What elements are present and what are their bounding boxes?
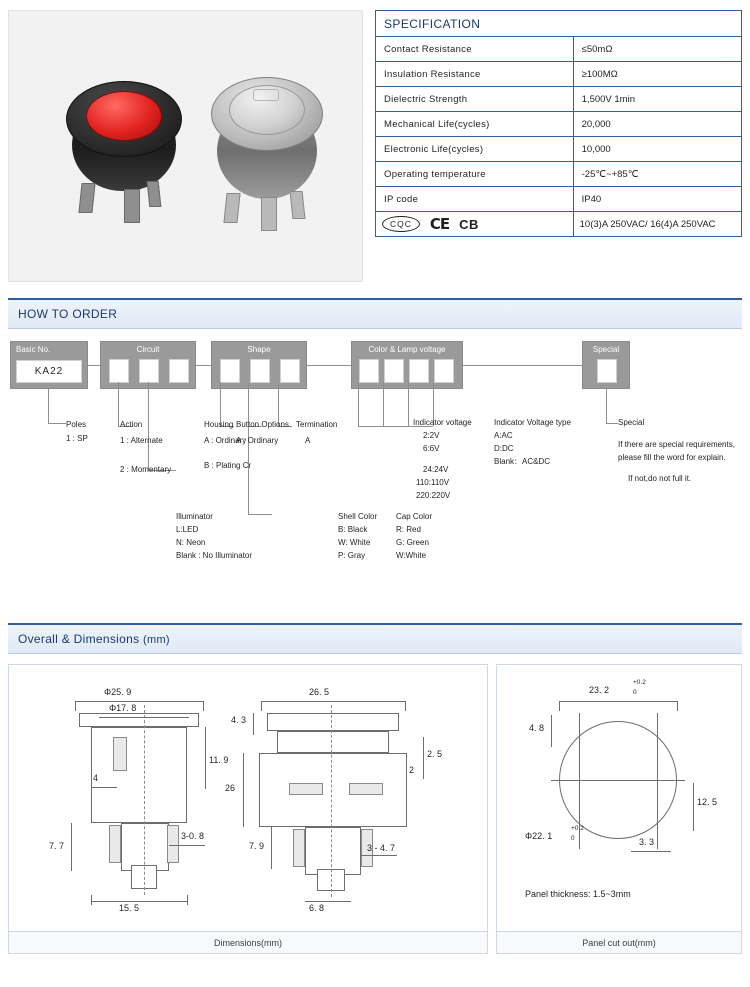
dimensions-drawing-left — [8, 664, 488, 954]
specification-table — [375, 36, 742, 237]
dim-label: 3-0. 8 — [181, 831, 205, 841]
dim-label: 26. 5 — [309, 687, 330, 697]
note-illuminator-led: L:LED — [176, 525, 199, 534]
note-cap-white: W:White — [396, 551, 427, 560]
note-iv-110v: 110:110V — [416, 478, 450, 487]
spec-key: Contact Resistance — [376, 37, 574, 62]
front-side-views — [9, 665, 487, 931]
dim-label: 4 — [93, 773, 99, 783]
order-slot[interactable] — [250, 359, 270, 383]
order-group-title: Circuit — [136, 345, 160, 354]
specification-title: SPECIFICATION — [375, 10, 742, 36]
ce-mark: CE — [429, 215, 450, 233]
dim-label: 2. 5 — [427, 749, 443, 759]
note-special-title: Special — [618, 418, 645, 427]
order-group-title: Basic No. — [16, 345, 51, 354]
dim-label: 26 — [225, 783, 236, 793]
note-action-alternate: 1 : Alternate — [120, 436, 163, 445]
dim-label: 11. 9 — [209, 755, 229, 765]
dimensions-heading — [8, 623, 742, 654]
order-group-special — [582, 341, 630, 389]
note-special-line2: please fill the word for explain. — [618, 453, 726, 462]
note-special-line3: If not,do not full it. — [628, 474, 692, 483]
dim-label: Φ17. 8 — [109, 703, 137, 713]
table-row — [376, 187, 742, 212]
note-ivtype-title: Indicator Voltage type — [494, 418, 571, 427]
spec-key: Dielectric Strength — [376, 87, 574, 112]
dimensions-drawing-right — [496, 664, 742, 954]
order-slot[interactable] — [220, 359, 240, 383]
table-row — [376, 162, 742, 187]
spec-key: Insulation Resistance — [376, 62, 574, 87]
note-indicator-voltage-title: Indicator voltage — [413, 418, 472, 427]
spec-key: Mechanical Life(cycles) — [376, 112, 574, 137]
note-illuminator-blank: Blank : No Illuminator — [176, 551, 253, 560]
spec-value: 20,000 — [573, 112, 741, 137]
right-drawing-caption: Panel cut out(mm) — [497, 931, 741, 953]
note-shell-title: Shell Color — [338, 512, 378, 521]
order-slot[interactable] — [409, 359, 429, 383]
order-slot[interactable] — [280, 359, 300, 383]
order-group-basic — [10, 341, 88, 389]
dim-label: 6. 8 — [309, 903, 325, 913]
spec-value: ≥100MΩ — [573, 62, 741, 87]
order-slot[interactable] — [434, 359, 454, 383]
photo-stage — [9, 11, 362, 281]
dim-label: 4. 8 — [529, 723, 545, 733]
specification-panel — [375, 10, 742, 282]
table-row — [376, 112, 742, 137]
note-poles-item: 1 : SP — [66, 434, 88, 443]
cqc-mark: CQC — [382, 216, 420, 232]
rating-value — [573, 212, 741, 237]
dimensions-section — [8, 664, 742, 954]
note-iv-220v: 220:220V — [416, 491, 451, 500]
note-iv-6v: 6:6V — [423, 444, 440, 453]
note-poles-title: Poles — [66, 420, 87, 429]
note-button-title: Button Options — [236, 420, 289, 429]
order-slot[interactable] — [169, 359, 189, 383]
order-slot[interactable] — [139, 359, 159, 383]
note-ivtype-dc: D:DC — [494, 444, 514, 453]
how-to-order-diagram — [8, 339, 742, 607]
note-action-title: Action — [120, 420, 143, 429]
note-shell-black: B: Black — [338, 525, 368, 534]
spec-value: 1,500V 1min — [573, 87, 741, 112]
left-drawing-caption: Dimensions(mm) — [9, 931, 487, 953]
dim-label: Φ22. 1 — [525, 831, 553, 841]
note-action-momentary: 2 : Momentary — [120, 465, 172, 474]
dim-tolerance: 0 — [633, 689, 637, 696]
dim-tolerance: 0 — [571, 835, 575, 842]
dim-label: 7. 9 — [249, 841, 265, 851]
note-termination-a: A — [305, 436, 311, 445]
red-switch-image — [64, 71, 184, 231]
how-to-order-heading: HOW TO ORDER — [8, 298, 742, 329]
dim-label: 12. 5 — [697, 797, 718, 807]
note-illuminator-neon: N: Neon — [176, 538, 206, 547]
note-illuminator-title: Illuminator — [176, 512, 213, 521]
note-ivtype-blank: Blank：AC&DC — [494, 457, 551, 466]
certification-row — [376, 212, 742, 237]
product-photo — [8, 10, 363, 282]
dim-label: Φ25. 9 — [104, 687, 132, 697]
panel-thickness-note: Panel thickness: 1.5~3mm — [525, 889, 631, 899]
dim-label: 2 — [409, 765, 415, 775]
order-group-color-lamp — [351, 341, 463, 389]
order-slot[interactable] — [359, 359, 379, 383]
table-row — [376, 62, 742, 87]
note-housing-title: Housing — [204, 420, 234, 429]
note-housing-a: A : Ordinary — [204, 436, 247, 445]
dim-label: 3. 3 — [639, 837, 655, 847]
certification-marks — [376, 212, 574, 237]
dimensions-heading-text: Overall & Dimensions — [18, 632, 140, 646]
dim-tolerance: +0.2 — [571, 825, 584, 832]
table-row — [376, 87, 742, 112]
dim-label: 3 - 4. 7 — [367, 843, 396, 853]
dim-label: 4. 3 — [231, 715, 247, 725]
note-termination-title: Termination — [296, 420, 338, 429]
spec-key: Operating temperature — [376, 162, 574, 187]
spec-key: IP code — [376, 187, 574, 212]
note-housing-b: B : Plating Cr — [204, 461, 252, 470]
order-slot[interactable] — [384, 359, 404, 383]
panel-cutout-view — [497, 665, 741, 931]
note-cap-green: G: Green — [396, 538, 429, 547]
order-group-shape — [211, 341, 307, 389]
note-cap-red: R: Red — [396, 525, 421, 534]
dim-label: 23. 2 — [589, 685, 610, 695]
order-slot[interactable] — [597, 359, 617, 383]
spec-value: 10,000 — [573, 137, 741, 162]
spec-key: Electronic Life(cycles) — [376, 137, 574, 162]
order-group-title: Shape — [247, 345, 271, 354]
grey-switch-image — [207, 69, 327, 239]
note-button-a: A : Ordinary — [236, 436, 279, 445]
note-shell-white: W: White — [338, 538, 371, 547]
basic-no-value: KA22 — [16, 360, 82, 383]
note-cap-title: Cap Color — [396, 512, 433, 521]
note-special-line1: If there are special requirements, — [618, 440, 735, 449]
spec-value: ≤50mΩ — [573, 37, 741, 62]
note-iv-2v: 2:2V — [423, 431, 440, 440]
spec-value: IP40 — [573, 187, 741, 212]
dim-label: 15. 5 — [119, 903, 140, 913]
table-row — [376, 37, 742, 62]
dim-tolerance: +0.2 — [633, 679, 646, 686]
spec-value: -25℃~+85℃ — [573, 162, 741, 187]
note-ivtype-ac: A:AC — [494, 431, 513, 440]
dimensions-heading-unit: (mm) — [143, 634, 170, 646]
table-row — [376, 137, 742, 162]
order-slot[interactable] — [109, 359, 129, 383]
order-group-title: Color & Lamp voltage — [368, 345, 446, 354]
order-group-title: Special — [592, 345, 620, 354]
rating-text: 10(3)A 250VAC/ 16(4)A 250VAC — [579, 218, 716, 230]
top-section — [0, 0, 750, 282]
note-shell-gray: P: Gray — [338, 551, 366, 560]
cb-mark: CB — [459, 216, 479, 232]
dim-label: 7. 7 — [49, 841, 65, 851]
note-iv-24v: 24:24V — [423, 465, 449, 474]
